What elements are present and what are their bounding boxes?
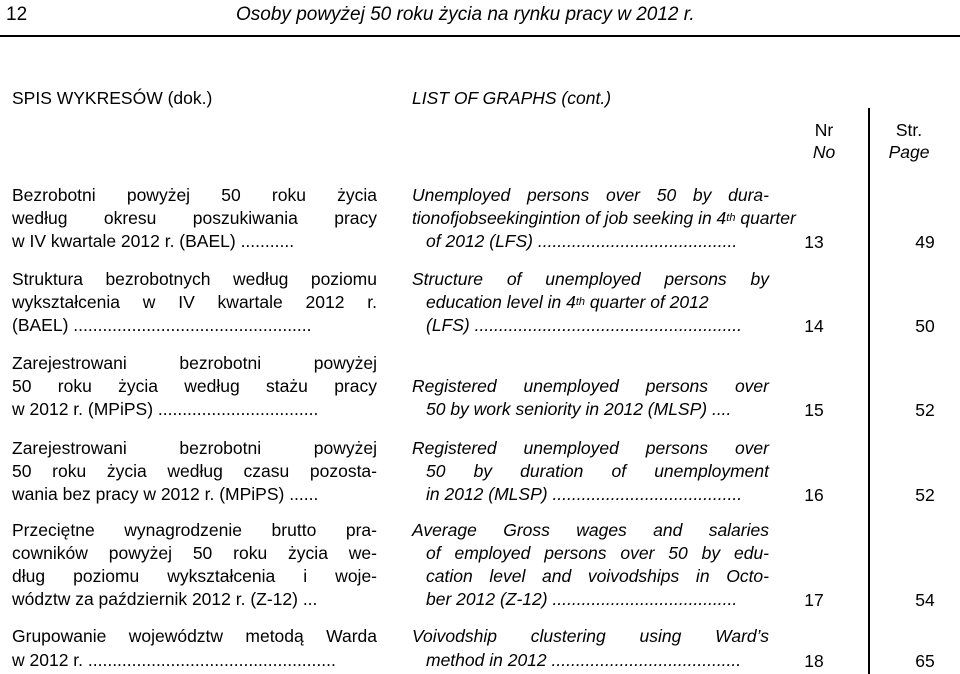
entry-en-quarter: tion of job seeking in 4th quarter	[552, 208, 796, 228]
entry-en-line: Unemployed persons over 50 by dura-	[412, 185, 769, 205]
entry-en-line: of employed persons over 50 by edu-	[426, 543, 769, 563]
entry-en-line: education level in 4th quarter of 2012	[426, 292, 709, 312]
entry-pl-line: Zarejestrowani bezrobotni powyżej	[12, 438, 377, 458]
entry-en-line: ber 2012 (Z-12) ......................................	[426, 589, 738, 609]
entry-pl-line: wykształcenia w IV kwartale 2012 r.	[12, 292, 377, 312]
entry-pl-line: 50 roku życia według stażu pracy	[12, 376, 377, 396]
entry-pl-line: wództw za październik 2012 r. (Z-12) ...	[12, 589, 318, 609]
entry-page: 49	[915, 232, 935, 252]
column-nr-pl: Nr	[814, 120, 834, 140]
entry-page: 52	[915, 400, 935, 420]
column-nr-en: No	[812, 142, 836, 162]
entry-pl-line: Grupowanie województw metodą Warda	[12, 626, 377, 646]
entry-en-word: in	[538, 208, 553, 228]
entry-en-line: 50 by work seniority in 2012 (MLSP) ....	[426, 399, 732, 419]
entry-number: 14	[804, 316, 824, 336]
entry-page: 54	[915, 590, 935, 610]
entry-page: 65	[915, 651, 935, 671]
entry-en-line: 50 by duration of unemployment	[426, 461, 769, 481]
column-divider	[868, 108, 870, 674]
entry-pl-line: Zarejestrowani bezrobotni powyżej	[12, 353, 377, 373]
entry-pl-line: cowników powyżej 50 roku życia we-	[12, 543, 377, 563]
entry-en-line: cation level and voivodships in Octo-	[426, 566, 769, 586]
entry-pl-line: Struktura bezrobotnych według poziomu	[12, 269, 377, 289]
entry-page: 52	[915, 485, 935, 505]
entry-page: 50	[915, 316, 935, 336]
entry-en-line: (LFS) .......................................................	[426, 315, 743, 335]
entry-pl-line: dług poziomu wykształcenia i woje-	[12, 566, 377, 586]
entry-pl-line: Bezrobotni powyżej 50 roku życia	[12, 185, 377, 205]
running-title: Osoby powyżej 50 roku życia na rynku pracy w 2012 r.	[236, 4, 695, 25]
entry-en-word: of	[440, 208, 455, 228]
section-title-pl: SPIS WYKRESÓW (dok.)	[12, 88, 213, 108]
header-rule	[0, 35, 960, 37]
entry-en-line: in 2012 (MLSP) .......................................	[426, 484, 743, 504]
entry-en-word: seeking	[478, 208, 539, 228]
entry-en-word: job	[454, 208, 479, 228]
column-page-en: Page	[888, 142, 930, 162]
entry-pl-line: w 2012 r. ...................................................	[12, 650, 336, 670]
entry-en-word: tion	[412, 208, 441, 228]
entry-number: 17	[804, 590, 824, 610]
entry-pl-line: wania bez pracy w 2012 r. (MPiPS) ......	[12, 484, 319, 504]
section-title-en: LIST OF GRAPHS (cont.)	[412, 88, 612, 108]
entry-en-line: of 2012 (LFS) .........................................	[426, 231, 738, 251]
entry-number: 13	[804, 232, 824, 252]
entry-en-line: Structure of unemployed persons by	[412, 269, 769, 289]
entry-pl-line: 50 roku życia według czasu pozosta-	[12, 461, 377, 481]
entry-en-line: Registered unemployed persons over	[412, 376, 769, 396]
entry-en-line: Average Gross wages and salaries	[412, 520, 769, 540]
entry-en-line	[412, 208, 796, 229]
entry-en-line: Registered unemployed persons over	[412, 438, 769, 458]
entry-pl-line: w 2012 r. (MPiPS) .................................	[12, 399, 319, 419]
column-page-pl: Str.	[895, 120, 923, 140]
entry-en-line: method in 2012 .......................................	[426, 650, 742, 670]
entry-number: 18	[804, 651, 824, 671]
entry-en-line: Voivodship clustering using Ward’s	[412, 626, 769, 646]
entry-pl-line: w IV kwartale 2012 r. (BAEL) ...........	[12, 231, 295, 251]
entry-pl-line: według okresu poszukiwania pracy	[12, 208, 377, 228]
entry-pl-line: Przeciętne wynagrodzenie brutto pra-	[12, 520, 377, 540]
page-number: 12	[6, 4, 28, 25]
entry-number: 16	[804, 485, 824, 505]
entry-pl-line: (BAEL) .................................................	[12, 315, 312, 335]
entry-number: 15	[804, 400, 824, 420]
